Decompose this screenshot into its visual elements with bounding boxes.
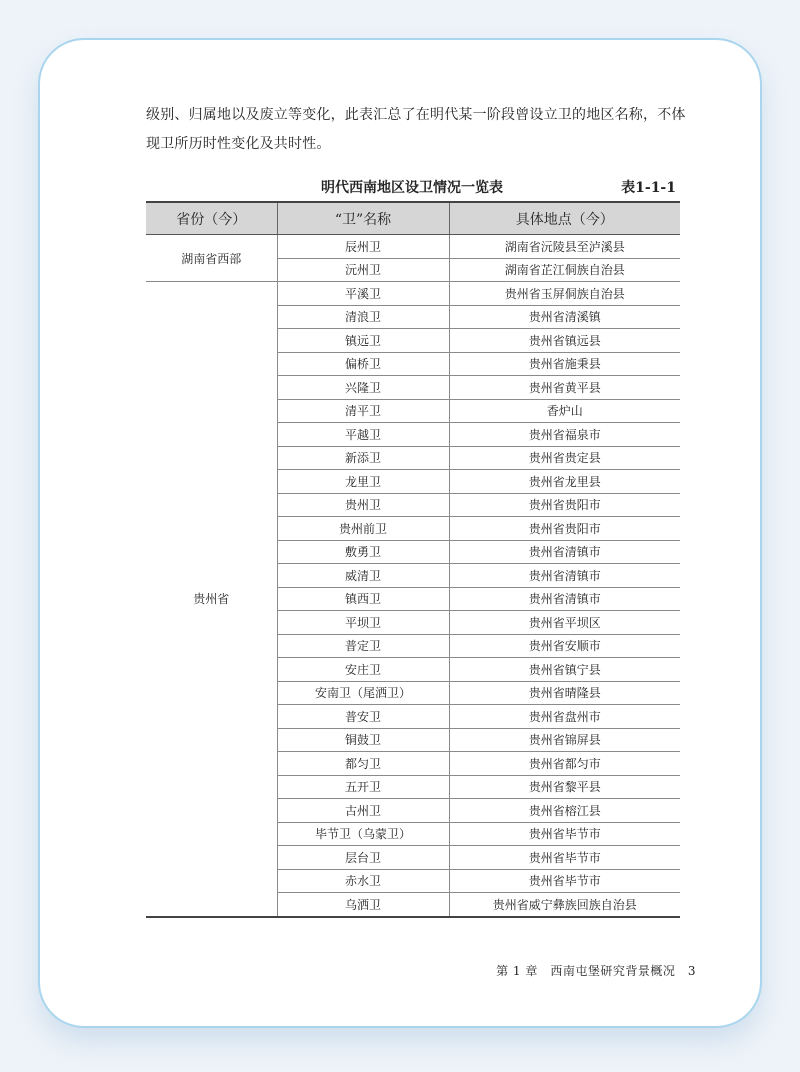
table-header-row <box>146 202 680 235</box>
garrison-name-cell: 五开卫 <box>277 775 449 799</box>
location-cell: 贵州省安顺市 <box>449 634 680 658</box>
garrison-name-cell: 赤水卫 <box>277 869 449 893</box>
location-cell: 贵州省毕节市 <box>449 846 680 870</box>
garrison-name-cell: 古州卫 <box>277 799 449 823</box>
location-cell: 贵州省清镇市 <box>449 564 680 588</box>
garrison-name-cell: 新添卫 <box>277 446 449 470</box>
intro-paragraph: 级别、归属地以及废立等变化，此表汇总了在明代某一阶段曾设立卫的地区名称，不体现卫所历时性变化及共时性。 <box>146 107 686 152</box>
province-cell: 湖南省西部 <box>146 235 277 282</box>
table-title: 明代西南地区设卫情况一览表 <box>321 180 503 196</box>
location-cell: 贵州省盘州市 <box>449 705 680 729</box>
garrison-name-cell: 安庄卫 <box>277 658 449 682</box>
location-cell: 湖南省芷江侗族自治县 <box>449 258 680 282</box>
location-cell: 湖南省沅陵县至泸溪县 <box>449 235 680 259</box>
location-cell: 贵州省贵定县 <box>449 446 680 470</box>
location-cell: 贵州省清镇市 <box>449 587 680 611</box>
garrison-name-cell: 平溪卫 <box>277 282 449 306</box>
garrison-name-cell: 平坝卫 <box>277 611 449 635</box>
location-cell: 贵州省清溪镇 <box>449 305 680 329</box>
location-cell: 贵州省榕江县 <box>449 799 680 823</box>
column-header-garrison-name: “卫”名称 <box>277 202 449 235</box>
location-cell: 贵州省黎平县 <box>449 775 680 799</box>
garrison-name-cell: 普定卫 <box>277 634 449 658</box>
garrison-name-cell: 普安卫 <box>277 705 449 729</box>
location-cell: 香炉山 <box>449 399 680 423</box>
table-row <box>146 235 680 259</box>
garrison-name-cell: 沅州卫 <box>277 258 449 282</box>
table-number: 表1-1-1 <box>621 180 676 196</box>
location-cell: 贵州省威宁彝族回族自治县 <box>449 893 680 917</box>
location-cell: 贵州省镇宁县 <box>449 658 680 682</box>
location-cell: 贵州省贵阳市 <box>449 493 680 517</box>
table-row <box>146 282 680 306</box>
location-cell: 贵州省都匀市 <box>449 752 680 776</box>
location-cell: 贵州省施秉县 <box>449 352 680 376</box>
location-cell: 贵州省锦屏县 <box>449 728 680 752</box>
province-cell: 贵州省 <box>146 282 277 917</box>
column-header-location: 具体地点（今） <box>449 202 680 235</box>
garrison-name-cell: 乌洒卫 <box>277 893 449 917</box>
garrison-name-cell: 兴隆卫 <box>277 376 449 400</box>
location-cell: 贵州省镇远县 <box>449 329 680 353</box>
garrison-name-cell: 威清卫 <box>277 564 449 588</box>
garrison-name-cell: 偏桥卫 <box>277 352 449 376</box>
table-body <box>146 235 680 917</box>
garrison-name-cell: 毕节卫（乌蒙卫） <box>277 822 449 846</box>
garrison-name-cell: 龙里卫 <box>277 470 449 494</box>
location-cell: 贵州省晴隆县 <box>449 681 680 705</box>
location-cell: 贵州省贵阳市 <box>449 517 680 541</box>
garrison-name-cell: 镇远卫 <box>277 329 449 353</box>
garrison-name-cell: 安南卫（尾洒卫） <box>277 681 449 705</box>
page-footer: 第 1 章 西南屯堡研究背景概况 3 <box>496 964 696 978</box>
location-cell: 贵州省清镇市 <box>449 540 680 564</box>
location-cell: 贵州省黄平县 <box>449 376 680 400</box>
column-header-province: 省份（今） <box>146 202 277 235</box>
garrison-name-cell: 敷勇卫 <box>277 540 449 564</box>
garrison-name-cell: 都匀卫 <box>277 752 449 776</box>
location-cell: 贵州省平坝区 <box>449 611 680 635</box>
garrison-name-cell: 清浪卫 <box>277 305 449 329</box>
location-cell: 贵州省福泉市 <box>449 423 680 447</box>
location-cell: 贵州省毕节市 <box>449 822 680 846</box>
location-cell: 贵州省玉屏侗族自治县 <box>449 282 680 306</box>
garrison-name-cell: 清平卫 <box>277 399 449 423</box>
location-cell: 贵州省龙里县 <box>449 470 680 494</box>
table-caption <box>146 174 680 198</box>
garrison-table <box>146 201 680 918</box>
garrison-name-cell: 铜鼓卫 <box>277 728 449 752</box>
garrison-name-cell: 贵州前卫 <box>277 517 449 541</box>
garrison-name-cell: 镇西卫 <box>277 587 449 611</box>
garrison-name-cell: 平越卫 <box>277 423 449 447</box>
location-cell: 贵州省毕节市 <box>449 869 680 893</box>
garrison-name-cell: 辰州卫 <box>277 235 449 259</box>
garrison-name-cell: 层台卫 <box>277 846 449 870</box>
garrison-name-cell: 贵州卫 <box>277 493 449 517</box>
